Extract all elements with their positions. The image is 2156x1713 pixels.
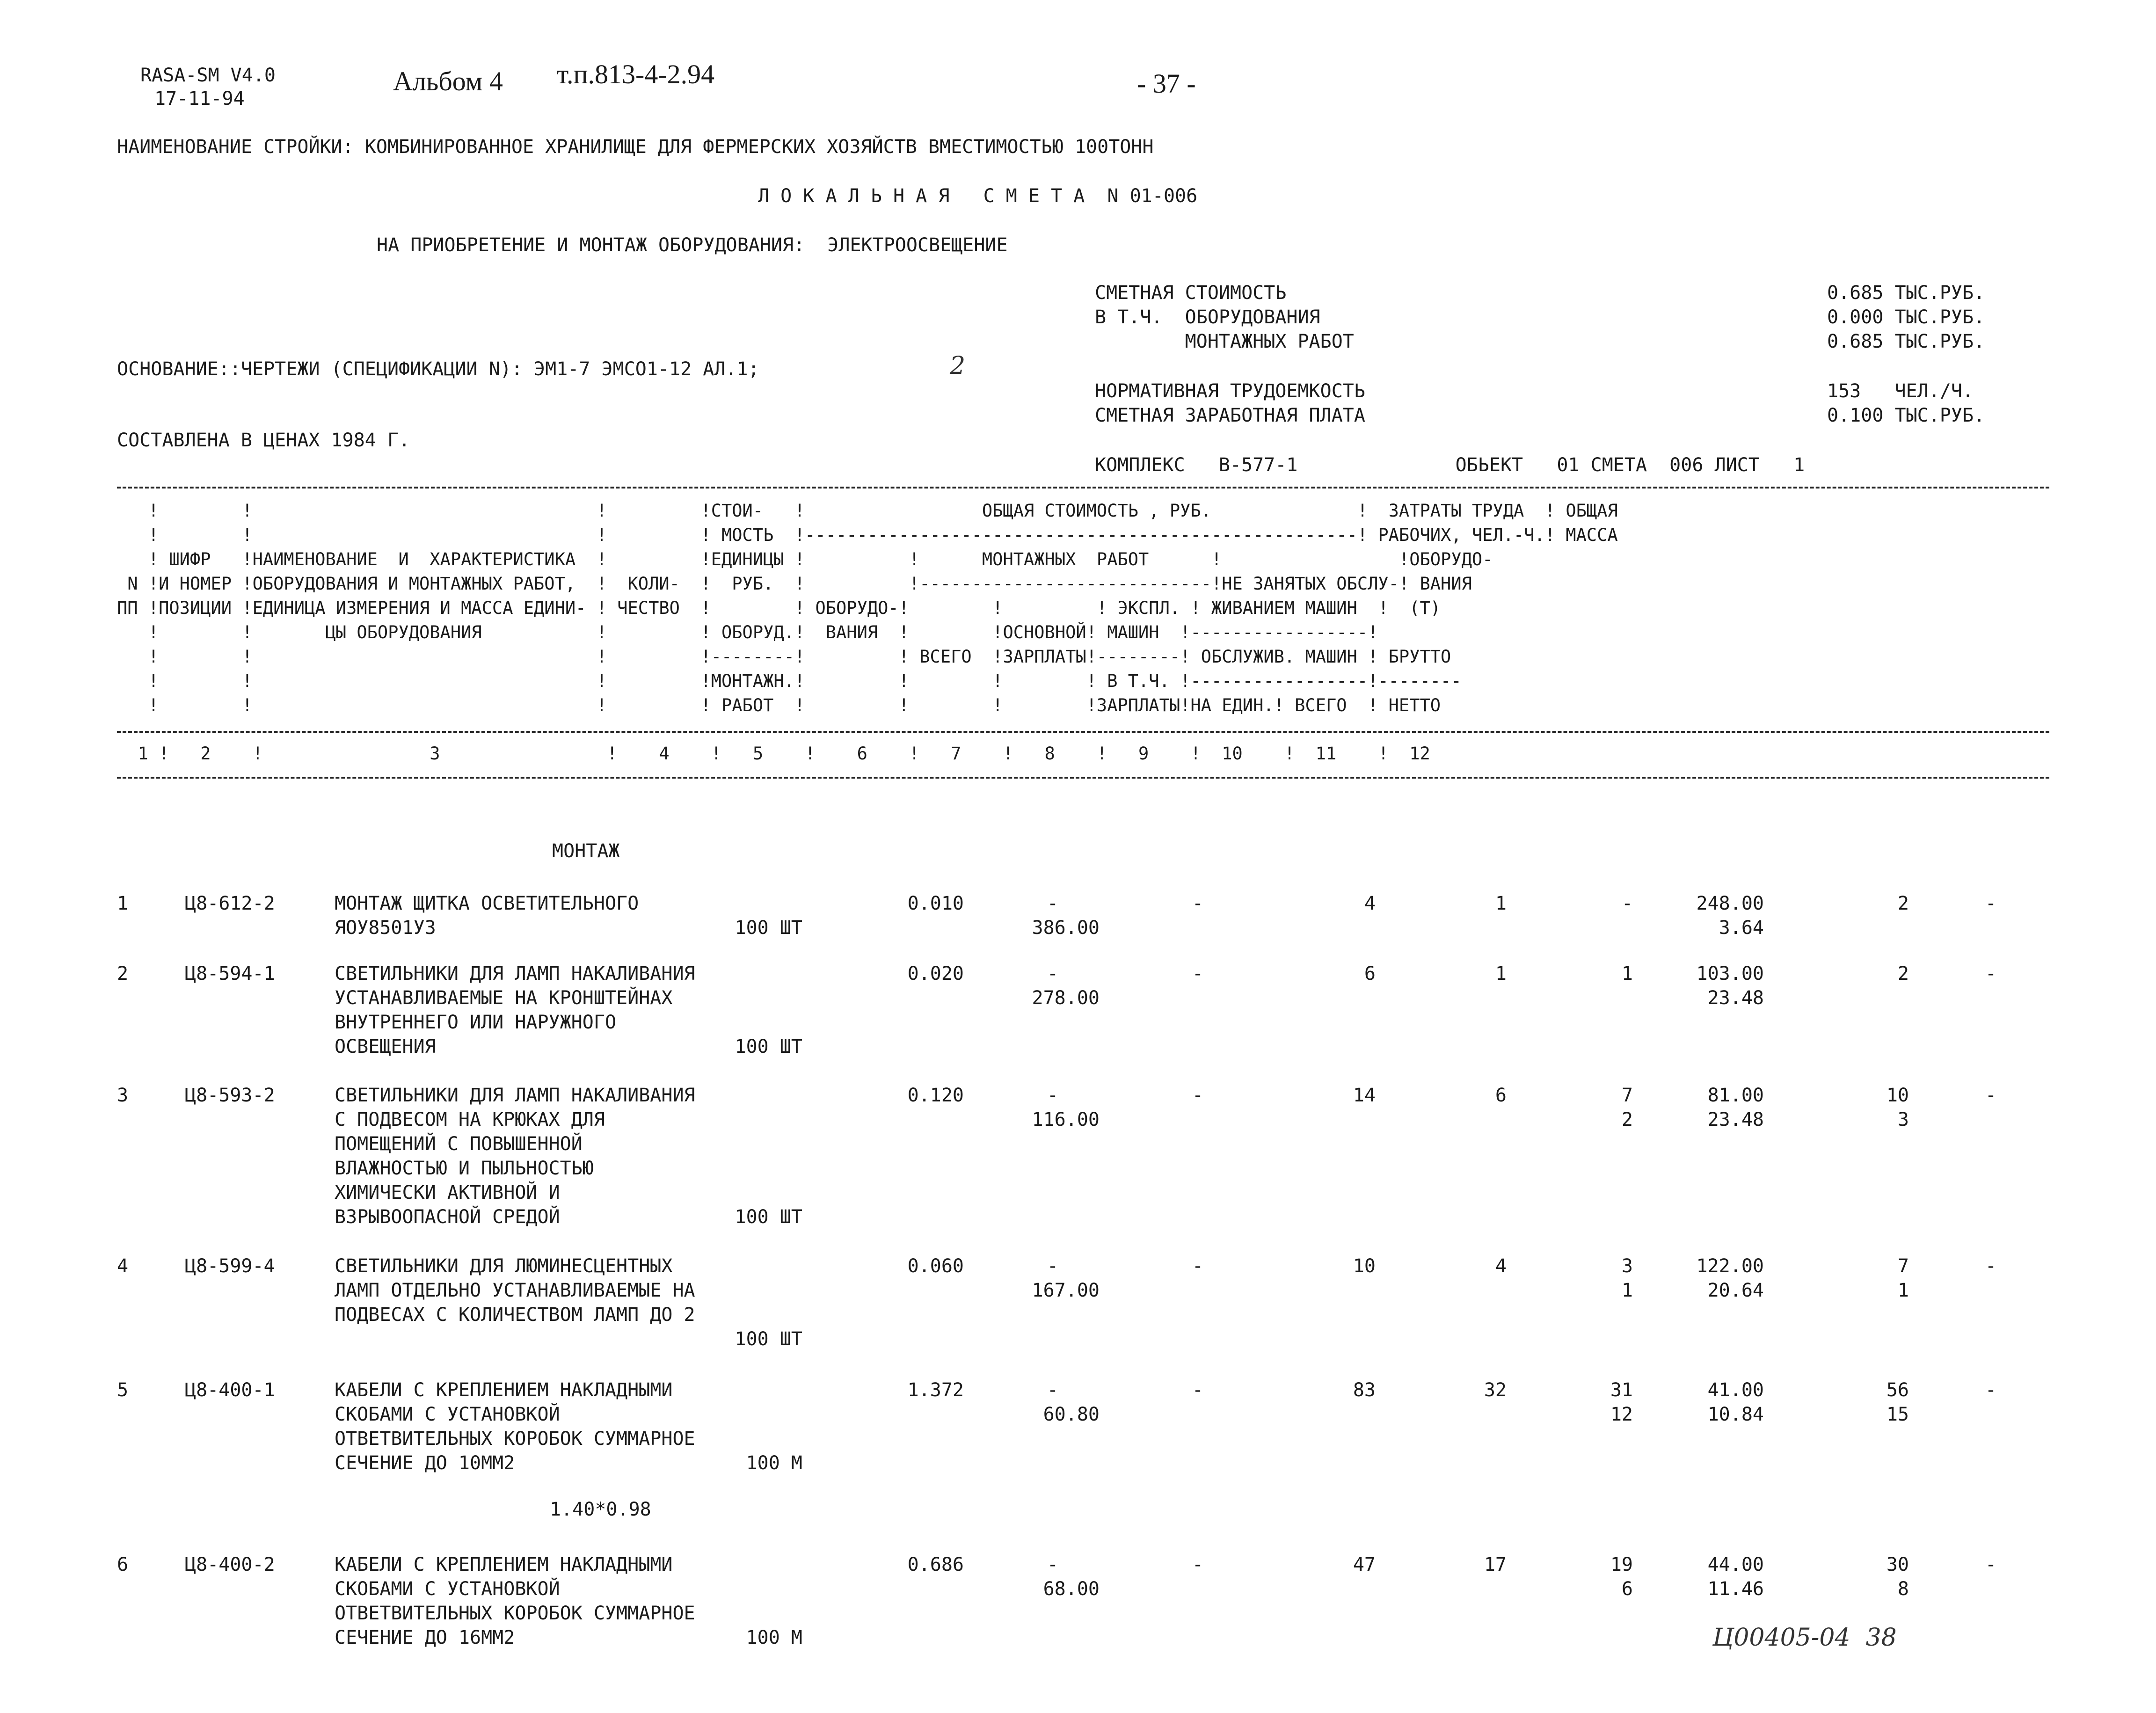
row-unit: 100 ШТ	[735, 1036, 802, 1057]
row-name-line: ПОМЕЩЕНИЙ С ПОВЫШЕННОЙ	[335, 1133, 583, 1155]
row-mass: -	[1985, 1379, 1997, 1401]
row-qty: 0.060	[907, 1255, 964, 1277]
row-wage: 4	[1495, 1255, 1507, 1277]
row-unit: 100 М	[746, 1627, 802, 1648]
row-name-line: МОНТАЖ ЩИТКА ОСВЕТИТЕЛЬНОГО	[335, 893, 639, 914]
row-name-line: СВЕТИЛЬНИКИ ДЛЯ ЛАМП НАКАЛИВАНИЯ	[335, 963, 695, 984]
row-equip: -	[1192, 963, 1204, 984]
basis: ОСНОВАНИЕ::ЧЕРТЕЖИ (СПЕЦИФИКАЦИИ N): ЭМ1-7 ЭМСО1-12 АЛ.1;	[117, 358, 759, 380]
summary-value: 0.685 ТЫС.РУБ.	[1827, 282, 1985, 304]
header-line: ! ШИФР !НАИМЕНОВАНИЕ И ХАРАКТЕРИСТИКА ! !ЕДИНИЦЫ ! ! МОНТАЖНЫХ РАБОТ ! !ОБОРУДО-	[117, 549, 1493, 569]
table-header	[117, 499, 1618, 718]
row-labor-total: 8	[1897, 1578, 1909, 1600]
row-name-line: СКОБАМИ С УСТАНОВКОЙ	[335, 1404, 560, 1425]
row-unit: 100 ШТ	[735, 1328, 802, 1350]
row-labor-total: 10	[1886, 1085, 1909, 1106]
row-unit-mount: 116.00	[1032, 1109, 1100, 1130]
row-name-line: ОТВЕТВИТЕЛЬНЫХ КОРОБОК СУММАРНОЕ	[335, 1428, 695, 1450]
row-labor-total: 3	[1897, 1109, 1909, 1130]
row-labor-unit: 20.64	[1707, 1280, 1764, 1301]
page-number: - 37 -	[1137, 68, 1196, 99]
row-labor-unit: 11.46	[1707, 1578, 1764, 1600]
row-total: 83	[1353, 1379, 1376, 1401]
row-unit: 100 М	[746, 1452, 802, 1474]
summary-value: 0.000 ТЫС.РУБ.	[1827, 306, 1985, 328]
system-date: 17-11-94	[154, 88, 245, 109]
row-mass: -	[1985, 1554, 1997, 1575]
row-unit-equip: -	[1047, 1554, 1059, 1575]
row-unit-mount: 386.00	[1032, 917, 1100, 939]
row-unit-equip: -	[1047, 1255, 1059, 1277]
row-equip: -	[1192, 1085, 1204, 1106]
row-wage: 32	[1484, 1379, 1507, 1401]
doc-title: Л О К А Л Ь Н А Я С М Е Т А N 01-006	[758, 185, 1198, 207]
row-wage: 6	[1495, 1085, 1507, 1106]
row-name-line: СЕЧЕНИЕ ДО 16ММ2	[335, 1627, 515, 1648]
row-unit: 100 ШТ	[735, 1206, 802, 1228]
row-labor-unit: 103.00	[1696, 963, 1764, 984]
row-equip: -	[1192, 1554, 1204, 1575]
row-labor-unit: 44.00	[1707, 1554, 1764, 1575]
summary-label: В Т.Ч. ОБОРУДОВАНИЯ	[1095, 306, 1320, 328]
row-qty: 1.372	[907, 1379, 964, 1401]
row-labor-unit: 81.00	[1707, 1085, 1764, 1106]
row-unit-equip: -	[1047, 1085, 1059, 1106]
row-total: 6	[1364, 963, 1376, 984]
row-code: Ц8-593-2	[185, 1085, 275, 1106]
header-line: N !И НОМЕР !ОБОРУДОВАНИЯ И МОНТАЖНЫХ РАБОТ, ! КОЛИ- ! РУБ. ! !----------------------------!НЕ ЗАНЯТЫХ ОБСЛУ-! ВАНИЯ	[117, 574, 1472, 594]
row-unit-equip: -	[1047, 1379, 1059, 1401]
tp-label: т.п.813-4-2.94	[557, 59, 715, 89]
section-title: МОНТАЖ	[552, 840, 620, 862]
row-mach: 12	[1610, 1404, 1633, 1425]
row-name-line: СВЕТИЛЬНИКИ ДЛЯ ЛЮМИНЕСЦЕНТНЫХ	[335, 1255, 673, 1277]
row-name-line: СВЕТИЛЬНИКИ ДЛЯ ЛАМП НАКАЛИВАНИЯ	[335, 1085, 695, 1106]
row-name-line: С ПОДВЕСОМ НА КРЮКАХ ДЛЯ	[335, 1109, 605, 1130]
row-unit-mount: 278.00	[1032, 987, 1100, 1009]
row-unit-mount: 60.80	[1043, 1404, 1100, 1425]
row-unit: 100 ШТ	[735, 917, 802, 939]
row-wage: 1	[1495, 963, 1507, 984]
row-name-line: СЕЧЕНИЕ ДО 10ММ2	[335, 1452, 515, 1474]
row-note: 1.40*0.98	[550, 1499, 651, 1520]
rule	[117, 487, 2049, 488]
row-labor-total: 7	[1897, 1255, 1909, 1277]
row-total: 47	[1353, 1554, 1376, 1575]
row-name-line: ВЛАЖНОСТЬЮ И ПЫЛЬНОСТЬЮ	[335, 1158, 594, 1179]
row-number: 3	[117, 1085, 129, 1106]
summary-value: 0.685 ТЫС.РУБ.	[1827, 331, 1985, 352]
row-labor-unit: 3.64	[1719, 917, 1764, 939]
row-labor-unit: 23.48	[1707, 1109, 1764, 1130]
row-name-line: ОСВЕЩЕНИЯ	[335, 1036, 436, 1057]
row-labor-unit: 23.48	[1707, 987, 1764, 1009]
system-id: RASA-SM V4.0	[140, 65, 276, 86]
row-name-line: ВЗРЫВООПАСНОЙ СРЕДОЙ	[335, 1206, 560, 1228]
row-equip: -	[1192, 1379, 1204, 1401]
row-name-line: ЛАМП ОТДЕЛЬНО УСТАНАВЛИВАЕМЫЕ НА	[335, 1280, 695, 1301]
row-name-line: УСТАНАВЛИВАЕМЫЕ НА КРОНШТЕЙНАХ	[335, 987, 673, 1009]
row-number: 2	[117, 963, 129, 984]
row-mach: 2	[1621, 1109, 1633, 1130]
row-equip: -	[1192, 1255, 1204, 1277]
row-qty: 0.020	[907, 963, 964, 984]
doc-subtitle: НА ПРИОБРЕТЕНИЕ И МОНТАЖ ОБОРУДОВАНИЯ: ЭЛЕКТРООСВЕЩЕНИЕ	[377, 234, 1008, 256]
summary-label: МОНТАЖНЫХ РАБОТ	[1095, 331, 1354, 352]
row-labor-total: 30	[1886, 1554, 1909, 1575]
row-qty: 0.010	[907, 893, 964, 914]
rule	[117, 731, 2049, 733]
row-number: 6	[117, 1554, 129, 1575]
row-labor-unit: 122.00	[1696, 1255, 1764, 1277]
row-qty: 0.686	[907, 1554, 964, 1575]
row-labor-total: 15	[1886, 1404, 1909, 1425]
row-mass: -	[1985, 963, 1997, 984]
row-total: 14	[1353, 1085, 1376, 1106]
summary-value: 153 ЧЕЛ./Ч.	[1827, 380, 1974, 402]
summary-label: СМЕТНАЯ СТОИМОСТЬ	[1095, 282, 1287, 304]
row-total: 10	[1353, 1255, 1376, 1277]
row-labor-total: 56	[1886, 1379, 1909, 1401]
row-labor-total: 2	[1897, 893, 1909, 914]
row-name-line: КАБЕЛИ С КРЕПЛЕНИЕМ НАКЛАДНЫМИ	[335, 1379, 673, 1401]
row-labor-total: 2	[1897, 963, 1909, 984]
row-number: 1	[117, 893, 129, 914]
header-line: ! ! ! ! МОСТЬ !-----------------------------------------------------! РАБОЧИХ, ЧЕЛ.-Ч.! МАССА	[117, 525, 1618, 545]
row-code: Ц8-400-1	[185, 1379, 275, 1401]
header-line: ! ! ! ! РАБОТ ! ! ! !ЗАРПЛАТЫ!НА ЕДИН.! ВСЕГО ! НЕТТО	[117, 695, 1441, 715]
header-line: ! ! ЦЫ ОБОРУДОВАНИЯ ! ! ОБОРУД.! ВАНИЯ ! !ОСНОВНОЙ! МАШИН !-----------------!	[117, 622, 1378, 642]
row-code: Ц8-599-4	[185, 1255, 275, 1277]
row-name-line: ОТВЕТВИТЕЛЬНЫХ КОРОБОК СУММАРНОЕ	[335, 1603, 695, 1624]
row-name-line: ХИМИЧЕСКИ АКТИВНОЙ И	[335, 1182, 560, 1203]
row-qty: 0.120	[907, 1085, 964, 1106]
row-mach: 1	[1621, 1280, 1633, 1301]
column-numbers: 1 ! 2 ! 3 ! 4 ! 5 ! 6 ! 7 ! 8 ! 9 ! 10 ! 11 ! 12	[117, 744, 1430, 764]
row-number: 4	[117, 1255, 129, 1277]
row-labor-unit: 41.00	[1707, 1379, 1764, 1401]
row-code: Ц8-400-2	[185, 1554, 275, 1575]
row-name-line: ВНУТРЕННЕГО ИЛИ НАРУЖНОГО	[335, 1012, 617, 1033]
row-mach: 7	[1621, 1085, 1633, 1106]
header-line: ! ! ! !СТОИ- ! ОБЩАЯ СТОИМОСТЬ , РУБ. ! ЗАТРАТЫ ТРУДА ! ОБЩАЯ	[117, 501, 1618, 521]
row-name-line: ЯОУ8501У3	[335, 917, 436, 939]
row-mass: -	[1985, 1085, 1997, 1106]
row-labor-total: 1	[1897, 1280, 1909, 1301]
summary-value: 0.100 ТЫС.РУБ.	[1827, 405, 1985, 426]
priced-in: СОСТАВЛЕНА В ЦЕНАХ 1984 Г.	[117, 430, 410, 451]
row-unit-equip: -	[1047, 893, 1059, 914]
rule	[117, 777, 2049, 779]
row-unit-equip: -	[1047, 963, 1059, 984]
row-labor-unit: 248.00	[1696, 893, 1764, 914]
construction-name: НАИМЕНОВАНИЕ СТРОЙКИ: КОМБИНИРОВАННОЕ ХРАНИЛИЩЕ ДЛЯ ФЕРМЕРСКИХ ХОЗЯЙСТВ ВМЕСТИМОСТЬЮ 100ТОНН	[117, 136, 1154, 158]
row-unit-mount: 167.00	[1032, 1280, 1100, 1301]
row-code: Ц8-594-1	[185, 963, 275, 984]
basis-handwritten: 2	[950, 352, 966, 380]
row-total: 4	[1364, 893, 1376, 914]
row-number: 5	[117, 1379, 129, 1401]
row-mass: -	[1985, 893, 1997, 914]
footer-stamp: Ц00405-04 38	[1712, 1624, 1897, 1652]
row-equip: -	[1192, 893, 1204, 914]
row-name-line: ПОДВЕСАХ С КОЛИЧЕСТВОМ ЛАМП ДО 2	[335, 1304, 695, 1326]
row-code: Ц8-612-2	[185, 893, 275, 914]
row-wage: 1	[1495, 893, 1507, 914]
row-mach: 6	[1621, 1578, 1633, 1600]
row-wage: 17	[1484, 1554, 1507, 1575]
row-mach: 31	[1610, 1379, 1633, 1401]
row-unit-mount: 68.00	[1043, 1578, 1100, 1600]
row-name-line: КАБЕЛИ С КРЕПЛЕНИЕМ НАКЛАДНЫМИ	[335, 1554, 673, 1575]
header-line: ! ! ! !МОНТАЖН.! ! ! ! В Т.Ч. !-----------------!--------	[117, 671, 1462, 691]
row-name-line: СКОБАМИ С УСТАНОВКОЙ	[335, 1578, 560, 1600]
row-mach: 19	[1610, 1554, 1633, 1575]
summary-label: НОРМАТИВНАЯ ТРУДОЕМКОСТЬ	[1095, 380, 1365, 402]
row-mach: -	[1621, 893, 1633, 914]
header-line: ПП !ПОЗИЦИИ !ЕДИНИЦА ИЗМЕРЕНИЯ И МАССА ЕДИНИ- ! ЧЕСТВО ! ! ОБОРУДО-! ! ! ЭКСПЛ. ! ЖИВАНИЕМ МАШИН ! (Т)	[117, 598, 1441, 618]
complex-line: КОМПЛЕКС В-577-1 ОБЬЕКТ 01 СМЕТА 006 ЛИСТ 1	[1095, 454, 1805, 476]
row-mass: -	[1985, 1255, 1997, 1277]
header-line: ! ! ! !--------! ! ВСЕГО !ЗАРПЛАТЫ!--------! ОБСЛУЖИВ. МАШИН ! БРУТТО	[117, 647, 1451, 667]
row-mach: 3	[1621, 1255, 1633, 1277]
summary-label: СМЕТНАЯ ЗАРАБОТНАЯ ПЛАТА	[1095, 405, 1365, 426]
row-mach: 1	[1621, 963, 1633, 984]
album-label: Альбом 4	[393, 66, 503, 96]
row-labor-unit: 10.84	[1707, 1404, 1764, 1425]
